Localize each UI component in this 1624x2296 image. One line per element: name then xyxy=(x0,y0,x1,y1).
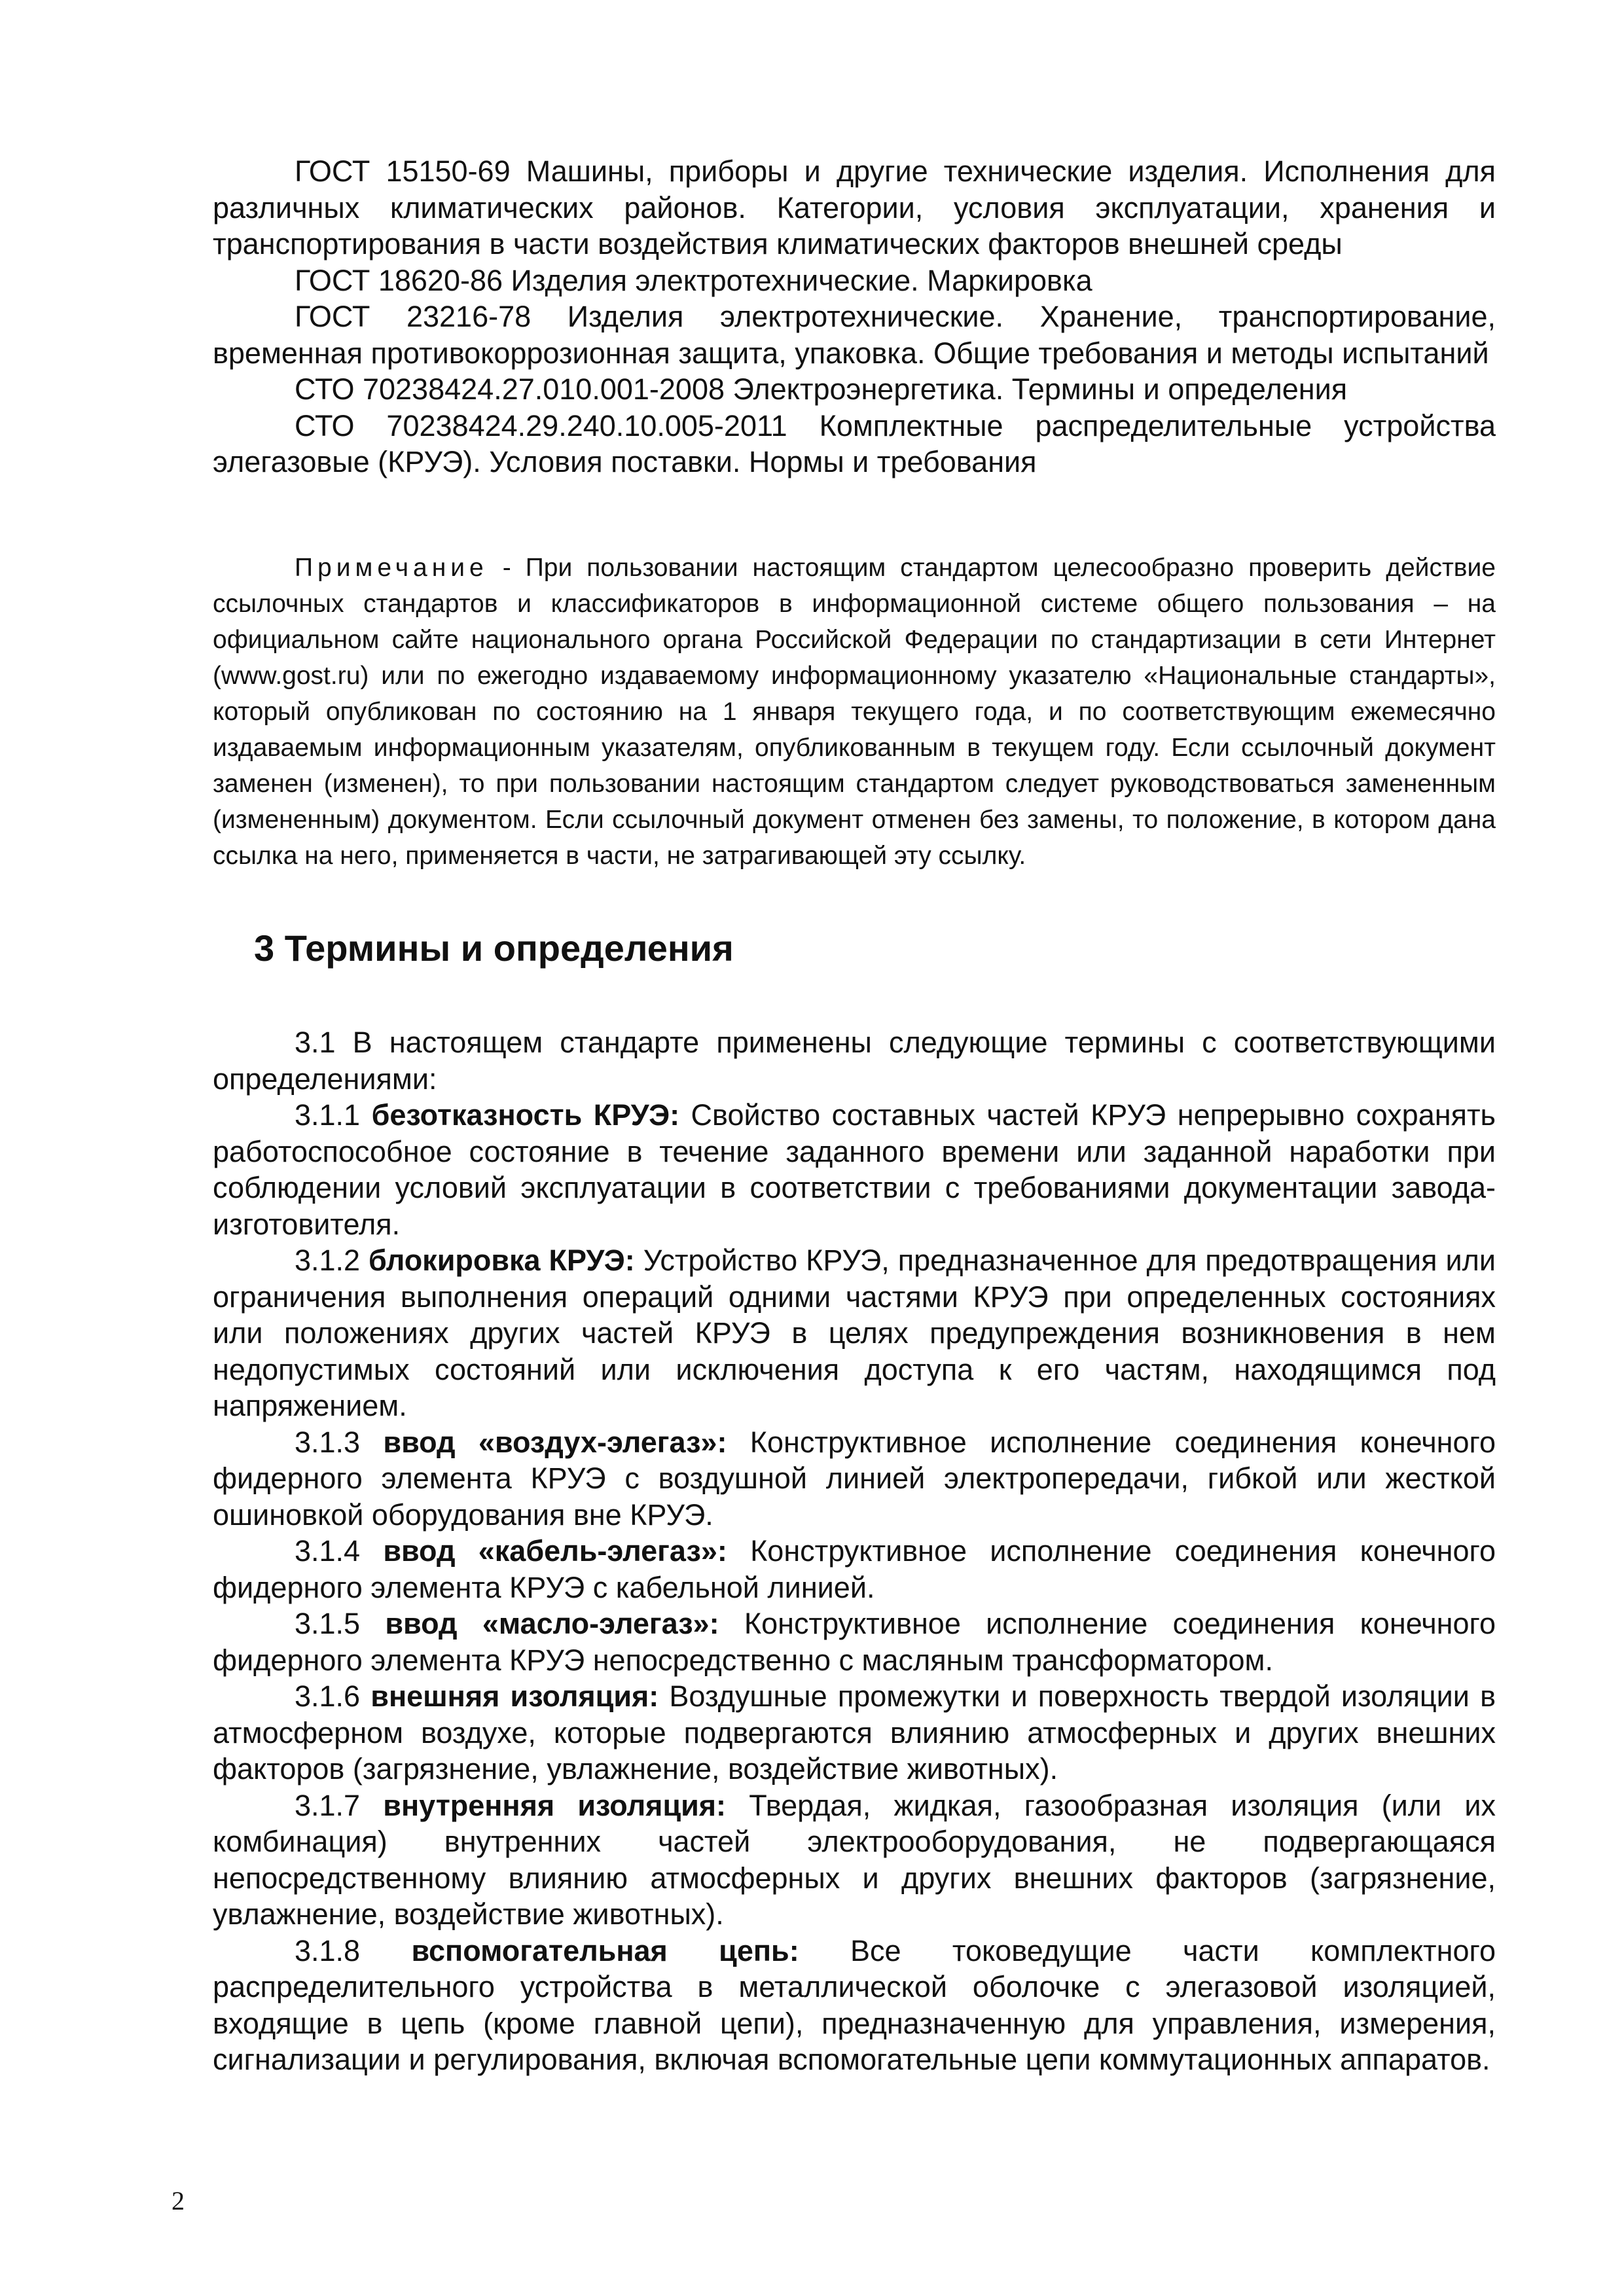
reference-item: ГОСТ 15150-69 Машины, приборы и другие технические изделия. Исполнения для различных климатических районов. Категории, условия эксплуатации, хранения и транспортирования в части воздействия климатических факторов внешней среды xyxy=(213,154,1496,260)
reference-item: СТО 70238424.27.010.001-2008 Электроэнергетика. Термины и определения xyxy=(295,372,1348,406)
definition-item xyxy=(213,1933,1496,2078)
definition-term: ввод «воздух-элегаз»: xyxy=(383,1425,727,1459)
definition-number: 3.1.7 xyxy=(295,1788,384,1822)
definition-text: Все токоведущие части комплектного распределительного устройства в металлической оболочке с элегазовой изоляцией, входящие в цепь (кроме главной цепи), предназначенную для управления, измерения, сигнализации и регулирования, включая вспомогательные цепи коммутационных аппаратов. xyxy=(213,1933,1496,2076)
reference-item: ГОСТ 18620-86 Изделия электротехнические. Маркировка xyxy=(295,263,1092,297)
definition-term: ввод «кабель-элегаз»: xyxy=(383,1534,727,1568)
definition-item xyxy=(213,1097,1496,1242)
definition-number: 3.1.6 xyxy=(295,1679,371,1713)
definition-number: 3.1.1 xyxy=(295,1098,372,1132)
definition-text: Свойство составных частей КРУЭ непрерывно сохранять работоспособное состояние в течение заданного времени или заданной наработки при соблюдении условий эксплуатации в соответствии с требованиями документации завода-изготовителя. xyxy=(213,1098,1496,1241)
definition-number: 3.1.4 xyxy=(295,1534,384,1568)
definition-item xyxy=(213,1605,1496,1678)
note-label: Примечание xyxy=(295,554,488,582)
definition-item xyxy=(213,1424,1496,1534)
definition-text: Конструктивное исполнение соединения конечного фидерного элемента КРУЭ с кабельной линией. xyxy=(213,1534,1496,1604)
definition-item xyxy=(213,1787,1496,1933)
definition-text: Твердая, жидкая, газообразная изоляция (или их комбинация) внутренних частей электрооборудования, не подвергающаяся непосредственному влиянию атмосферных и других внешних факторов (загрязнение, увлажнение, воздействие животных). xyxy=(213,1788,1496,1931)
section-intro: 3.1 В настоящем стандарте применены следующие термины с соответствующими определениями: xyxy=(213,1026,1496,1096)
definition-term: ввод «масло-элегаз»: xyxy=(385,1607,719,1640)
note-text: - При пользовании настоящим стандартом целесообразно проверить действие ссылочных стандартов и классификаторов в информационной системе общего пользования – на официальном сайте национального органа Российской Федерации по стандартизации в сети Интернет (www.gost.ru) или по ежегодно издаваемому информационному указателю «Национальные стандарты», который опубликован по состоянию на 1 января текущего года, и по соответствующим ежемесячно издаваемым информационным указателям, опубликованным в текущем году. Если ссылочный документ заменен (изменен), то при пользовании настоящим стандартом следует руководствоваться замененным (измененным) документом. Если ссылочный документ отменен без замены, то положение, в котором дана ссылка на него, применяется в части, не затрагивающей эту ссылку. xyxy=(213,554,1496,870)
definition-number: 3.1.2 xyxy=(295,1244,369,1277)
definition-number: 3.1.8 xyxy=(295,1933,412,1967)
definition-number: 3.1.3 xyxy=(295,1425,384,1459)
definition-number: 3.1.5 xyxy=(295,1607,386,1640)
definition-term: блокировка КРУЭ: xyxy=(369,1244,635,1277)
definition-term: вспомогательная цепь: xyxy=(411,1933,799,1967)
definition-term: внешняя изоляция: xyxy=(370,1679,659,1713)
definition-item xyxy=(213,1242,1496,1424)
definition-text: Воздушные промежутки и поверхность твердой изоляции в атмосферном воздухе, которые подвергаются влиянию атмосферных и других внешних факторов (загрязнение, увлажнение, воздействие животных). xyxy=(213,1679,1496,1785)
reference-item: ГОСТ 23216-78 Изделия электротехнические. Хранение, транспортирование, временная противокоррозионная защита, упаковка. Общие требования и методы испытаний xyxy=(213,300,1496,370)
definition-item xyxy=(213,1678,1496,1787)
definition-text: Устройство КРУЭ, предназначенное для предотвращения или ограничения выполнения операций одними частями КРУЭ при определенных состояниях или положениях других частей КРУЭ в целях предупреждения возникновения в нем недопустимых состояний или исключения доступа к его частям, находящимся под напряжением. xyxy=(213,1244,1496,1422)
note-block xyxy=(213,550,1496,874)
definition-text: Конструктивное исполнение соединения конечного фидерного элемента КРУЭ с воздушной линией электропередачи, гибкой или жесткой ошиновкой оборудования вне КРУЭ. xyxy=(213,1425,1496,1532)
section-heading: 3 Термины и определения xyxy=(254,927,734,969)
page-number: 2 xyxy=(171,2186,185,2215)
reference-item: СТО 70238424.29.240.10.005-2011 Комплектные распределительные устройства элегазовые (КРУЭ). Условия поставки. Нормы и требования xyxy=(213,408,1496,478)
definition-term: внутренняя изоляция: xyxy=(383,1788,727,1822)
definitions-block xyxy=(213,1024,1496,2078)
definition-term: безотказность КРУЭ: xyxy=(371,1098,680,1132)
definition-text: Конструктивное исполнение соединения конечного фидерного элемента КРУЭ непосредственно с масляным трансформатором. xyxy=(213,1607,1496,1677)
normative-references xyxy=(213,153,1496,480)
definition-item xyxy=(213,1533,1496,1605)
note-paragraph xyxy=(213,550,1496,874)
